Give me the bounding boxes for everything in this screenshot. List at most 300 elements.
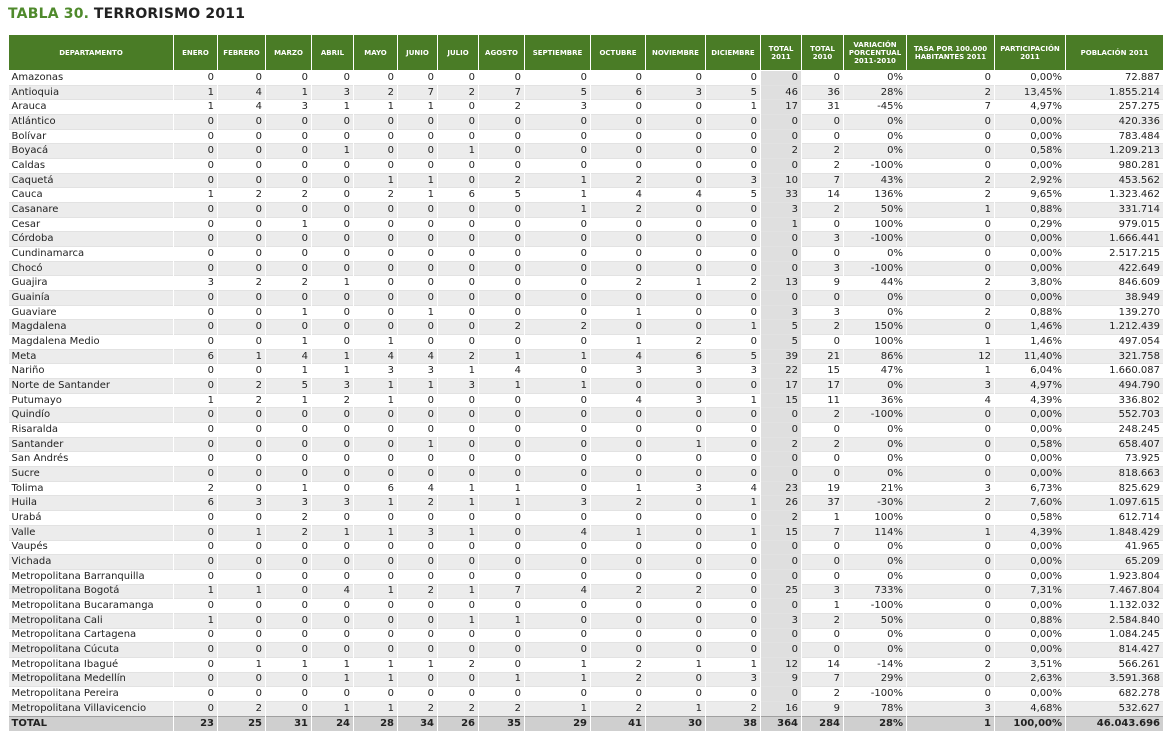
value-cell: 0	[706, 232, 761, 247]
value-cell: 0	[438, 159, 479, 174]
value-cell: 1	[312, 672, 354, 687]
value-cell: 0	[354, 452, 398, 467]
value-cell: 0,00%	[995, 291, 1066, 306]
value-cell: 0%	[844, 555, 907, 570]
value-cell: 0	[646, 305, 706, 320]
value-cell: 46	[761, 85, 802, 100]
value-cell: 0	[218, 129, 266, 144]
value-cell: 0	[398, 643, 438, 658]
value-cell: 0	[266, 672, 312, 687]
value-cell: 0%	[844, 291, 907, 306]
value-cell: 0	[479, 217, 525, 232]
value-cell: 0	[266, 408, 312, 423]
department-cell: Metropolitana Villavicencio	[9, 701, 174, 716]
value-cell: 0%	[844, 71, 907, 86]
value-cell: 3,51%	[995, 657, 1066, 672]
value-cell: 2	[907, 276, 995, 291]
value-cell: 0	[591, 423, 646, 438]
value-cell: 17	[802, 379, 844, 394]
value-cell: 0	[438, 423, 479, 438]
value-cell: 1	[312, 525, 354, 540]
total-value: 284	[802, 716, 844, 731]
department-cell: Bolívar	[9, 129, 174, 144]
value-cell: 0	[907, 452, 995, 467]
value-cell: 1	[802, 511, 844, 526]
value-cell: 0	[438, 217, 479, 232]
value-cell: 0	[438, 437, 479, 452]
value-cell: 0	[646, 291, 706, 306]
value-cell: 4	[591, 393, 646, 408]
value-cell: 0	[525, 437, 591, 452]
value-cell: 0	[761, 291, 802, 306]
value-cell: 1	[354, 379, 398, 394]
value-cell: 0	[438, 393, 479, 408]
value-cell: 0	[706, 159, 761, 174]
value-cell: 1	[438, 584, 479, 599]
value-cell: 0	[218, 173, 266, 188]
value-cell: 0	[525, 232, 591, 247]
value-cell: 0	[479, 261, 525, 276]
table-row	[9, 305, 1164, 320]
table-row	[9, 261, 1164, 276]
value-cell: 532.627	[1066, 701, 1164, 716]
table-row	[9, 173, 1164, 188]
value-cell: 9	[761, 672, 802, 687]
value-cell: 2	[218, 701, 266, 716]
value-cell: 3	[907, 379, 995, 394]
department-cell: Meta	[9, 349, 174, 364]
value-cell: 17	[761, 100, 802, 115]
value-cell: 4	[591, 188, 646, 203]
department-cell: Metropolitana Cúcuta	[9, 643, 174, 658]
value-cell: 0	[802, 423, 844, 438]
department-cell: Atlántico	[9, 115, 174, 130]
value-cell: 0	[907, 423, 995, 438]
value-cell: 0	[354, 613, 398, 628]
value-cell: 2	[761, 144, 802, 159]
value-cell: 0	[479, 525, 525, 540]
department-cell: Metropolitana Bucaramanga	[9, 599, 174, 614]
department-cell: Arauca	[9, 100, 174, 115]
value-cell: 0	[907, 672, 995, 687]
value-cell: 0	[354, 203, 398, 218]
value-cell: 0	[218, 335, 266, 350]
value-cell: 2	[907, 305, 995, 320]
value-cell: 0	[907, 247, 995, 262]
table-row	[9, 555, 1164, 570]
value-cell: 0	[218, 599, 266, 614]
value-cell: 1	[266, 481, 312, 496]
value-cell: 0	[646, 672, 706, 687]
value-cell: 1	[479, 379, 525, 394]
value-cell: 1	[266, 393, 312, 408]
department-cell: Amazonas	[9, 71, 174, 86]
value-cell: 0	[479, 657, 525, 672]
value-cell: 0	[354, 467, 398, 482]
value-cell: 0	[174, 525, 218, 540]
value-cell: 3	[706, 364, 761, 379]
value-cell: 0,00%	[995, 261, 1066, 276]
value-cell: 0	[174, 71, 218, 86]
value-cell: 0	[398, 276, 438, 291]
value-cell: 0%	[844, 423, 907, 438]
value-cell: -100%	[844, 599, 907, 614]
value-cell: 1	[646, 701, 706, 716]
value-cell: 0	[312, 437, 354, 452]
value-cell: 0	[312, 481, 354, 496]
value-cell: 0	[438, 672, 479, 687]
value-cell: 36%	[844, 393, 907, 408]
value-cell: 100%	[844, 217, 907, 232]
value-cell: 3	[802, 232, 844, 247]
value-cell: 2	[802, 144, 844, 159]
value-cell: 0	[174, 628, 218, 643]
department-cell: Metropolitana Medellín	[9, 672, 174, 687]
value-cell: 0	[706, 115, 761, 130]
value-cell: 0	[802, 452, 844, 467]
value-cell: 0	[398, 423, 438, 438]
value-cell: 0	[525, 423, 591, 438]
value-cell: 2	[591, 657, 646, 672]
value-cell: 1	[438, 525, 479, 540]
value-cell: 16	[761, 701, 802, 716]
value-cell: 7	[479, 584, 525, 599]
total-row	[9, 716, 1164, 731]
value-cell: 0%	[844, 115, 907, 130]
value-cell: 22	[761, 364, 802, 379]
value-cell: 29%	[844, 672, 907, 687]
value-cell: 0	[174, 232, 218, 247]
value-cell: 2	[761, 511, 802, 526]
value-cell: 818.663	[1066, 467, 1164, 482]
value-cell: 136%	[844, 188, 907, 203]
value-cell: 0,00%	[995, 159, 1066, 174]
value-cell: 0	[525, 217, 591, 232]
value-cell: 0	[438, 555, 479, 570]
value-cell: 1.848.429	[1066, 525, 1164, 540]
value-cell: 0,00%	[995, 423, 1066, 438]
value-cell: 0	[354, 643, 398, 658]
value-cell: 0	[354, 628, 398, 643]
value-cell: 0	[174, 203, 218, 218]
value-cell: 2	[802, 687, 844, 702]
total-value: 31	[266, 716, 312, 731]
department-cell: Casanare	[9, 203, 174, 218]
value-cell: 0	[479, 540, 525, 555]
value-cell: 0,00%	[995, 452, 1066, 467]
value-cell: 0	[218, 232, 266, 247]
value-cell: 0	[174, 437, 218, 452]
total-value: 25	[218, 716, 266, 731]
value-cell: 3	[646, 85, 706, 100]
column-header: TOTAL 2011	[761, 35, 802, 71]
value-cell: 6,73%	[995, 481, 1066, 496]
value-cell: 0	[907, 232, 995, 247]
value-cell: 17	[761, 379, 802, 394]
value-cell: 0,00%	[995, 408, 1066, 423]
value-cell: 5	[706, 188, 761, 203]
value-cell: 0	[525, 261, 591, 276]
value-cell: 1.132.032	[1066, 599, 1164, 614]
value-cell: 1	[266, 364, 312, 379]
column-header: JULIO	[438, 35, 479, 71]
column-header: POBLACIÓN 2011	[1066, 35, 1164, 71]
table-row	[9, 525, 1164, 540]
value-cell: 6	[174, 496, 218, 511]
value-cell: 2	[266, 511, 312, 526]
value-cell: 9	[802, 276, 844, 291]
value-cell: 0	[591, 613, 646, 628]
value-cell: 0	[312, 540, 354, 555]
value-cell: 3	[907, 481, 995, 496]
department-cell: Guaviare	[9, 305, 174, 320]
value-cell: 0	[646, 203, 706, 218]
value-cell: 0	[761, 408, 802, 423]
value-cell: 0	[266, 569, 312, 584]
table-row	[9, 203, 1164, 218]
value-cell: 3	[312, 85, 354, 100]
value-cell: 0	[218, 437, 266, 452]
value-cell: 0	[706, 335, 761, 350]
value-cell: 0,00%	[995, 467, 1066, 482]
value-cell: 1	[907, 203, 995, 218]
value-cell: 0	[174, 217, 218, 232]
department-cell: Antioquia	[9, 85, 174, 100]
value-cell: 0,00%	[995, 643, 1066, 658]
value-cell: 2	[591, 672, 646, 687]
value-cell: 2	[802, 159, 844, 174]
department-cell: Chocó	[9, 261, 174, 276]
value-cell: 0%	[844, 628, 907, 643]
value-cell: 0	[438, 129, 479, 144]
value-cell: 2	[706, 276, 761, 291]
value-cell: 0	[218, 217, 266, 232]
value-cell: 1	[438, 496, 479, 511]
value-cell: 2	[479, 320, 525, 335]
value-cell: 0	[438, 599, 479, 614]
department-cell: Valle	[9, 525, 174, 540]
value-cell: 100%	[844, 335, 907, 350]
value-cell: 552.703	[1066, 408, 1164, 423]
value-cell: 3	[706, 672, 761, 687]
value-cell: 0	[591, 232, 646, 247]
value-cell: 0	[218, 71, 266, 86]
value-cell: 0	[218, 643, 266, 658]
value-cell: 0	[591, 643, 646, 658]
value-cell: 0	[398, 232, 438, 247]
value-cell: 0	[174, 408, 218, 423]
value-cell: 0	[706, 261, 761, 276]
value-cell: 2	[907, 496, 995, 511]
value-cell: 0	[525, 291, 591, 306]
value-cell: 4,68%	[995, 701, 1066, 716]
value-cell: 0	[398, 291, 438, 306]
value-cell: 0	[525, 247, 591, 262]
table-row	[9, 599, 1164, 614]
value-cell: 0	[438, 569, 479, 584]
value-cell: 5	[706, 349, 761, 364]
value-cell: 0	[525, 364, 591, 379]
value-cell: 7	[802, 672, 844, 687]
value-cell: 1	[907, 335, 995, 350]
table-row	[9, 657, 1164, 672]
value-cell: 2	[218, 379, 266, 394]
value-cell: 0	[706, 643, 761, 658]
value-cell: 0	[591, 144, 646, 159]
value-cell: 0,88%	[995, 305, 1066, 320]
value-cell: 0	[591, 687, 646, 702]
value-cell: 0	[312, 261, 354, 276]
value-cell: 0,00%	[995, 555, 1066, 570]
value-cell: 846.609	[1066, 276, 1164, 291]
value-cell: 0	[525, 540, 591, 555]
value-cell: 4	[266, 349, 312, 364]
value-cell: 1	[706, 320, 761, 335]
value-cell: 9,65%	[995, 188, 1066, 203]
value-cell: 2	[802, 408, 844, 423]
value-cell: 612.714	[1066, 511, 1164, 526]
value-cell: 0	[646, 496, 706, 511]
value-cell: 0	[174, 159, 218, 174]
value-cell: 0	[761, 540, 802, 555]
value-cell: 0	[398, 335, 438, 350]
department-cell: Tolima	[9, 481, 174, 496]
value-cell: 0	[174, 569, 218, 584]
value-cell: 0	[525, 159, 591, 174]
value-cell: 0,58%	[995, 437, 1066, 452]
table-row	[9, 452, 1164, 467]
table-row	[9, 335, 1164, 350]
value-cell: 0	[646, 115, 706, 130]
value-cell: 0	[907, 599, 995, 614]
value-cell: 0	[354, 71, 398, 86]
table-row	[9, 159, 1164, 174]
column-header: PARTICIPACIÓN 2011	[995, 35, 1066, 71]
value-cell: 1.855.214	[1066, 85, 1164, 100]
value-cell: 5	[479, 188, 525, 203]
value-cell: 453.562	[1066, 173, 1164, 188]
value-cell: 0	[174, 364, 218, 379]
value-cell: 0	[398, 511, 438, 526]
value-cell: 86%	[844, 349, 907, 364]
value-cell: 1	[354, 525, 398, 540]
value-cell: 0	[398, 71, 438, 86]
value-cell: 0	[802, 129, 844, 144]
value-cell: 0	[907, 320, 995, 335]
value-cell: 3	[438, 379, 479, 394]
value-cell: 0%	[844, 540, 907, 555]
value-cell: 0	[646, 71, 706, 86]
value-cell: 0	[312, 423, 354, 438]
value-cell: 1	[266, 85, 312, 100]
value-cell: 0	[525, 71, 591, 86]
value-cell: 0	[398, 320, 438, 335]
value-cell: 1	[354, 173, 398, 188]
value-cell: 3	[174, 276, 218, 291]
value-cell: 2	[266, 188, 312, 203]
value-cell: 0	[398, 247, 438, 262]
value-cell: 2	[907, 173, 995, 188]
value-cell: 0	[907, 569, 995, 584]
value-cell: 3	[646, 481, 706, 496]
department-cell: Metropolitana Barranquilla	[9, 569, 174, 584]
value-cell: 1	[266, 335, 312, 350]
value-cell: 0,00%	[995, 247, 1066, 262]
department-cell: Santander	[9, 437, 174, 452]
value-cell: 658.407	[1066, 437, 1164, 452]
value-cell: 1.323.462	[1066, 188, 1164, 203]
value-cell: 14	[802, 657, 844, 672]
value-cell: 0	[438, 305, 479, 320]
table-header	[9, 35, 1164, 71]
value-cell: 0	[646, 467, 706, 482]
value-cell: 0	[174, 129, 218, 144]
value-cell: 3	[354, 364, 398, 379]
column-header: TASA POR 100.000 HABITANTES 2011	[907, 35, 995, 71]
value-cell: 825.629	[1066, 481, 1164, 496]
department-cell: Guainía	[9, 291, 174, 306]
value-cell: 15	[761, 525, 802, 540]
value-cell: 2	[706, 701, 761, 716]
value-cell: 0	[479, 335, 525, 350]
column-header: AGOSTO	[479, 35, 525, 71]
value-cell: -45%	[844, 100, 907, 115]
value-cell: 1	[218, 525, 266, 540]
value-cell: 0	[398, 408, 438, 423]
value-cell: 4	[312, 584, 354, 599]
value-cell: 0	[312, 291, 354, 306]
value-cell: 1	[525, 379, 591, 394]
value-cell: 0	[312, 115, 354, 130]
value-cell: 0	[174, 467, 218, 482]
value-cell: 0	[706, 628, 761, 643]
value-cell: 0	[218, 569, 266, 584]
value-cell: 4,97%	[995, 100, 1066, 115]
value-cell: 0	[525, 452, 591, 467]
value-cell: 0	[591, 320, 646, 335]
value-cell: 19	[802, 481, 844, 496]
value-cell: 0	[479, 408, 525, 423]
value-cell: 0	[646, 379, 706, 394]
value-cell: 0	[218, 159, 266, 174]
value-cell: 0	[479, 291, 525, 306]
value-cell: 9	[802, 701, 844, 716]
table-row	[9, 569, 1164, 584]
value-cell: 0	[218, 291, 266, 306]
table-row	[9, 276, 1164, 291]
total-value: 29	[525, 716, 591, 731]
value-cell: 3	[525, 496, 591, 511]
value-cell: 0	[591, 115, 646, 130]
value-cell: 0	[646, 569, 706, 584]
value-cell: 0	[646, 320, 706, 335]
value-cell: 11,40%	[995, 349, 1066, 364]
value-cell: 0	[525, 569, 591, 584]
value-cell: 0	[218, 672, 266, 687]
value-cell: 1	[174, 188, 218, 203]
value-cell: 0	[761, 115, 802, 130]
value-cell: 21	[802, 349, 844, 364]
value-cell: 0	[591, 467, 646, 482]
value-cell: 1	[174, 100, 218, 115]
department-cell: Córdoba	[9, 232, 174, 247]
table-row	[9, 672, 1164, 687]
table-name: TERRORISMO 2011	[93, 6, 246, 22]
value-cell: 4	[218, 100, 266, 115]
department-cell: Quindío	[9, 408, 174, 423]
value-cell: 0	[907, 291, 995, 306]
department-cell: Cauca	[9, 188, 174, 203]
